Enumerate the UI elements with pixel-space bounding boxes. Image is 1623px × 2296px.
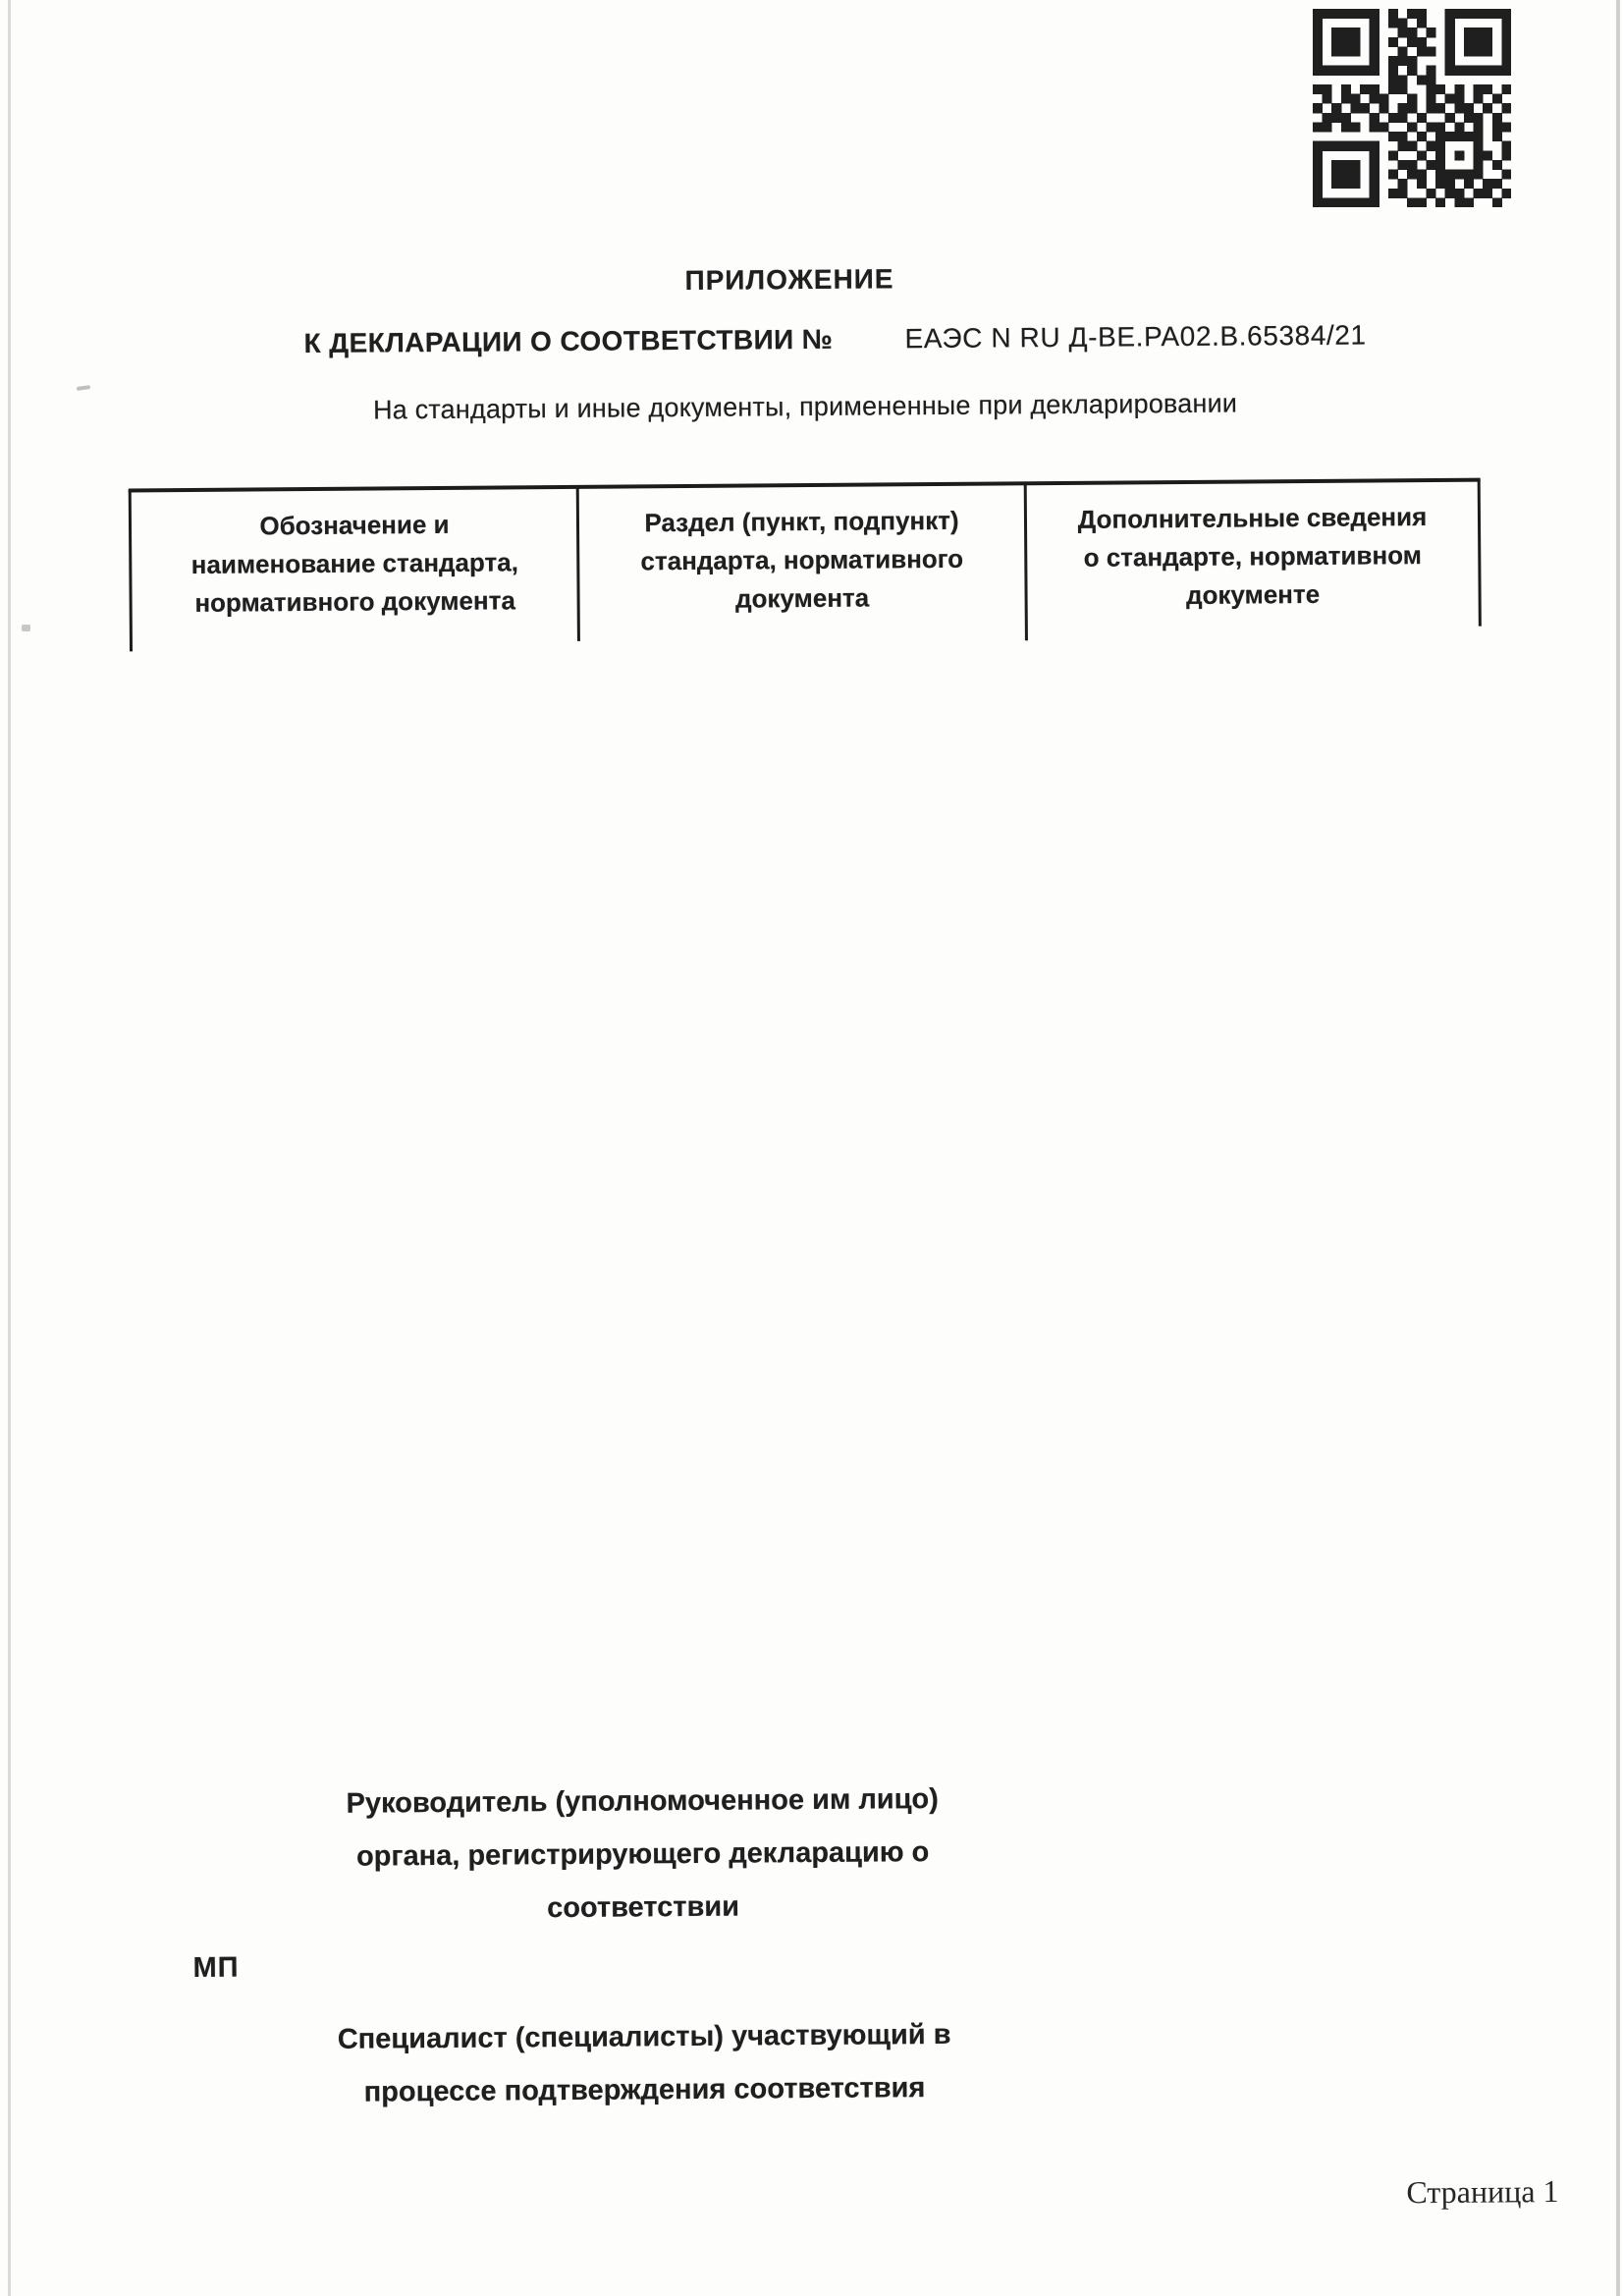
header-cell-line: о стандарте, нормативном: [1083, 540, 1423, 573]
header-cell-line: стандарта, нормативного: [640, 543, 964, 576]
table-header-section: [581, 501, 1023, 620]
table-border-left: [129, 490, 133, 651]
table-header-designation: [135, 505, 575, 624]
page-title: ПРИЛОЖЕНИЕ: [684, 263, 894, 296]
declaration-number: ЕАЭС N RU Д-ВЕ.РА02.В.65384/21: [904, 319, 1367, 355]
page-number: Страница 1: [1406, 2173, 1559, 2211]
signatory-line: Руководитель (уполномоченное им лицо): [346, 1783, 939, 1820]
table-column-divider: [576, 487, 580, 641]
registering-authority-title: [319, 1773, 966, 1937]
table-header-additional-info: [1029, 498, 1477, 617]
header-cell-line: Дополнительные сведения: [1077, 502, 1428, 534]
header-cell-line: наименование стандарта,: [190, 547, 519, 579]
standards-table: [129, 478, 1482, 661]
signatory-line: органа, регистрирующего декларацию о: [355, 1836, 930, 1873]
table-border-right: [1478, 480, 1482, 627]
stamp-mark: МП: [192, 1951, 240, 1984]
specialist-title: [321, 2008, 968, 2119]
header-cell-line: Обозначение и: [259, 509, 450, 541]
table-column-divider: [1024, 483, 1028, 640]
declaration-label: К ДЕКЛАРАЦИИ О СООТВЕТСТВИИ №: [303, 323, 834, 359]
document-subtitle: На стандарты и иные документы, примененные при декларировании: [372, 388, 1238, 425]
header-cell-line: документе: [1185, 578, 1321, 610]
signatory-line: соответствии: [547, 1890, 740, 1925]
specialist-line: процессе подтверждения соответствия: [363, 2072, 926, 2108]
table-border-top: [129, 478, 1481, 493]
specialist-line: Специалист (специалисты) участвующий в: [337, 2018, 951, 2055]
header-cell-line: нормативного документа: [194, 585, 515, 618]
header-cell-line: Раздел (пункт, подпункт): [644, 505, 959, 538]
header-cell-line: документа: [734, 582, 870, 614]
